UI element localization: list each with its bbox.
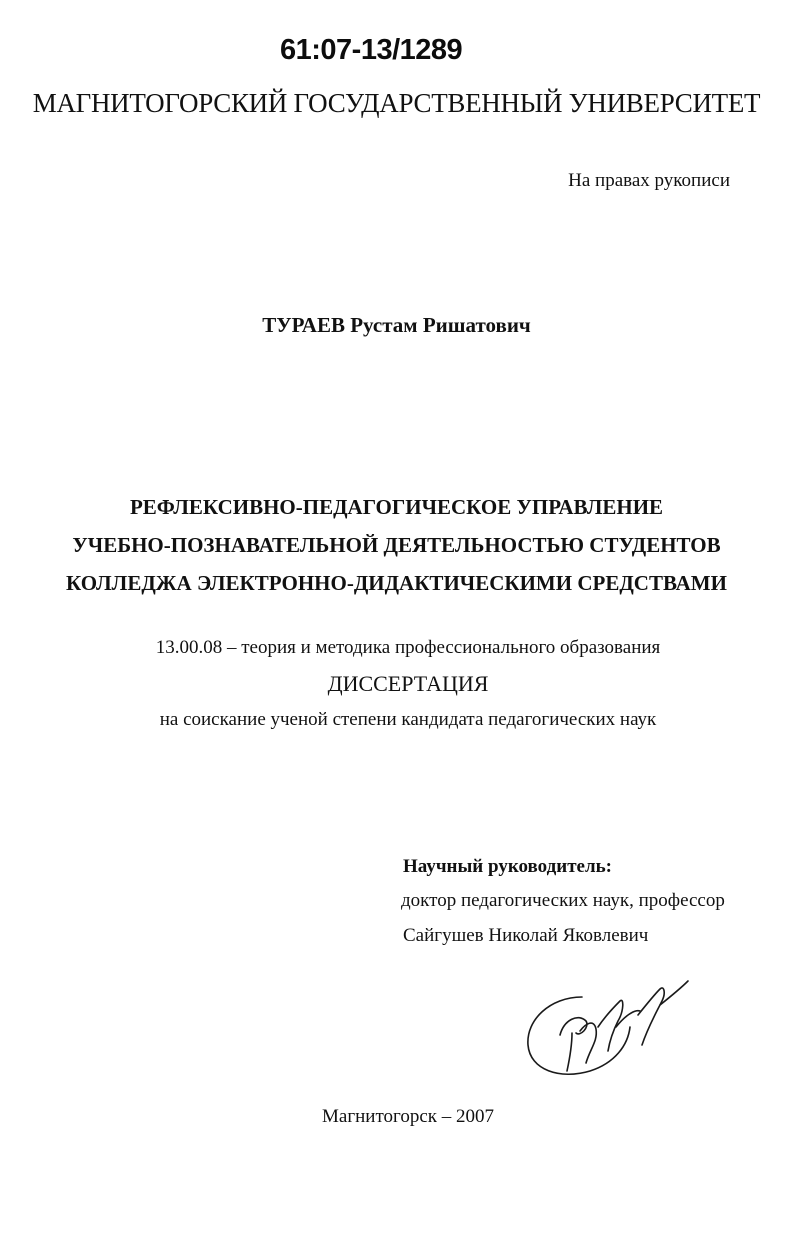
signature-icon <box>520 975 700 1085</box>
supervisor-name: Сайгушев Николай Яковлевич <box>403 925 649 946</box>
title-line: РЕФЛЕКСИВНО-ПЕДАГОГИЧЕСКОЕ УПРАВЛЕНИЕ <box>129 495 664 519</box>
supervisor-label: Научный руководитель: <box>403 856 612 877</box>
work-type: ДИССЕРТАЦИЯ <box>327 671 489 696</box>
place-year: Магнитогорск – 2007 <box>322 1106 494 1127</box>
dissertation-title <box>0 488 793 602</box>
author-name: ТУРАЕВ Рустам Ришатович <box>262 313 531 337</box>
degree-statement: на соискание ученой степени кандидата педагогических наук <box>159 709 657 730</box>
rights-note: На правах рукописи <box>568 170 730 191</box>
supervisor-rank: доктор педагогических наук, профессор <box>401 890 725 911</box>
document-number: 61:07-13/1289 <box>280 34 463 66</box>
title-line: УЧЕБНО-ПОЗНАВАТЕЛЬНОЙ ДЕЯТЕЛЬНОСТЬЮ СТУДЕНТОВ <box>72 533 721 557</box>
university-name: МАГНИТОГОРСКИЙ ГОСУДАРСТВЕННЫЙ УНИВЕРСИТЕТ <box>32 88 761 118</box>
specialty-code: 13.00.08 – теория и методика профессионального образования <box>155 637 661 658</box>
title-line: КОЛЛЕДЖА ЭЛЕКТРОННО-ДИДАКТИЧЕСКИМИ СРЕДСТВАМИ <box>66 571 727 595</box>
